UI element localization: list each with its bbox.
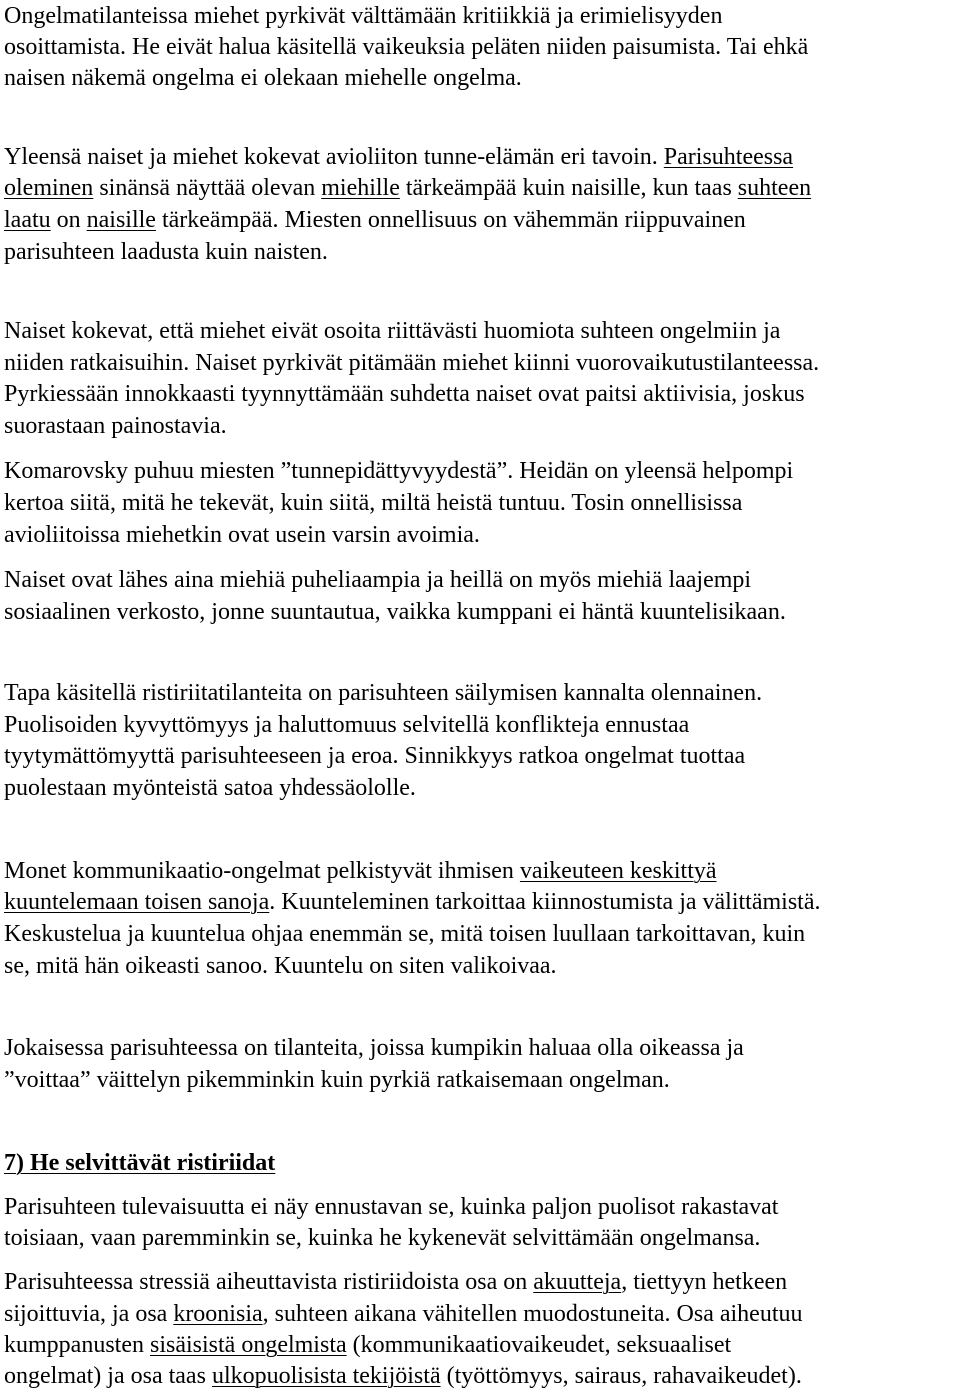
underlined-text: Parisuhteessa: [663, 144, 794, 170]
underlined-text: naisille: [86, 207, 156, 233]
text-run: (kommunikaatiovaikeudet, seksuaaliset: [346, 1332, 732, 1358]
underlined-text: miehille: [321, 175, 400, 201]
text-line: kertoa siitä, mitä he tekevät, kuin siitä, miltä heistä tuntuu. Tosin onnellisissa: [4, 490, 743, 516]
underlined-text: laatu: [4, 207, 51, 233]
text-line: Pyrkiessään innokkaasti tyynnyttämään suhdetta naiset ovat paitsi aktiivisia, joskus: [4, 381, 805, 407]
text-line: parisuhteen laadusta kuin naisten.: [4, 239, 328, 265]
text-line: [4, 141, 793, 173]
text-line: Puolisoiden kyvyttömyys ja haluttomuus selvitellä konflikteja ennustaa: [4, 712, 690, 738]
text-run: tärkeämpää kuin naisille, kun taas: [399, 175, 738, 201]
text-line: [4, 1266, 787, 1298]
underlined-text: kuuntelemaan toisen sanoja: [4, 889, 270, 915]
text-run: tärkeämpää. Miesten onnellisuus on vähemmän riippuvainen: [155, 207, 746, 233]
text-run: . Kuunteleminen tarkoittaa kiinnostumista ja välittämistä.: [269, 889, 821, 915]
text-line: sosiaalinen verkosto, jonne suuntautua, vaikka kumppani ei häntä kuuntelisikaan.: [4, 599, 786, 625]
underlined-text: suhteen: [737, 175, 812, 201]
underlined-text: oleminen: [4, 175, 94, 201]
text-line: osoittamista. He eivät halua käsitellä vaikeuksia peläten niiden paisumista. Tai ehkä: [4, 34, 809, 60]
text-line: [4, 172, 811, 204]
text-run: kumppanusten: [4, 1332, 150, 1358]
text-line: Ongelmatilanteissa miehet pyrkivät välttämään kritiikkiä ja erimielisyyden: [4, 3, 723, 29]
text-line: Komarovsky puhuu miesten ”tunnepidättyvyydestä”. Heidän on yleensä helpompi: [4, 458, 794, 484]
text-run: , tiettyyn hetkeen: [621, 1269, 788, 1295]
underlined-text: ulkopuolisista tekijöistä: [211, 1363, 441, 1389]
text-line: [4, 855, 717, 887]
text-line: toisiaan, vaan paremminkin se, kuinka he kykenevät selvittämään ongelmansa.: [4, 1225, 761, 1251]
text-line: ”voittaa” väittelyn pikemminkin kuin pyrkiä ratkaisemaan ongelman.: [4, 1067, 670, 1093]
text-line: [4, 1360, 802, 1392]
text-run: on: [50, 207, 87, 233]
text-line: [4, 1298, 803, 1330]
text-line: [4, 204, 746, 236]
text-run: (työttömyys, sairaus, rahavaikeudet).: [440, 1363, 802, 1389]
text-line: Tapa käsitellä ristiriitatilanteita on parisuhteen säilymisen kannalta olennainen.: [4, 680, 763, 706]
text-line: Jokaisessa parisuhteessa on tilanteita, joissa kumpikin haluaa olla oikeassa ja: [4, 1035, 744, 1061]
text-line: avioliitoissa miehetkin ovat usein varsin avoimia.: [4, 522, 480, 548]
underlined-text: sisäisistä ongelmista: [149, 1332, 347, 1358]
text-line: niiden ratkaisuihin. Naiset pyrkivät pitämään miehet kiinni vuorovaikutustilanteessa.: [4, 350, 820, 376]
text-run: sijoittuvia, ja osa: [4, 1301, 174, 1327]
heading-text: 7) He selvittävät ristiriidat: [4, 1150, 276, 1176]
text-line: Naiset kokevat, että miehet eivät osoita riittävästi huomiota suhteen ongelmiin ja: [4, 318, 781, 344]
text-run: Yleensä naiset ja miehet kokevat avioliiton tunne-elämän eri tavoin.: [4, 144, 664, 170]
text-line: Naiset ovat lähes aina miehiä puheliaampia ja heillä on myös miehiä laajempi: [4, 567, 752, 593]
text-line: tyytymättömyyttä parisuhteeseen ja eroa. Sinnikkyys ratkoa ongelmat tuottaa: [4, 743, 746, 769]
text-run: , suhteen aikana vähitellen muodostuneita. Osa aiheutuu: [262, 1301, 803, 1327]
text-line: [4, 886, 820, 918]
text-line: Parisuhteen tulevaisuutta ei näy ennustavan se, kuinka paljon puolisot rakastavat: [4, 1194, 779, 1220]
text-run: Monet kommunikaatio-ongelmat pelkistyvät ihmisen: [4, 858, 520, 884]
text-line: suorastaan painostavia.: [4, 413, 227, 439]
text-line: se, mitä hän oikeasti sanoo. Kuuntelu on siten valikoivaa.: [4, 953, 557, 979]
section-heading: [4, 1147, 275, 1179]
text-run: sinänsä näyttää olevan: [93, 175, 322, 201]
text-line: [4, 1329, 731, 1361]
underlined-text: akuutteja: [533, 1269, 622, 1295]
text-line: naisen näkemä ongelma ei olekaan miehelle ongelma.: [4, 65, 522, 91]
underlined-text: kroonisia: [173, 1301, 263, 1327]
text-line: Keskustelua ja kuuntelua ohjaa enemmän se, mitä toisen luullaan tarkoittavan, kuin: [4, 921, 806, 947]
underlined-text: vaikeuteen keskittyä: [519, 858, 717, 884]
text-line: puolestaan myönteistä satoa yhdessäololle.: [4, 775, 416, 801]
text-run: Parisuhteessa stressiä aiheuttavista ristiriidoista osa on: [4, 1269, 534, 1295]
text-run: ongelmat) ja osa taas: [4, 1363, 212, 1389]
